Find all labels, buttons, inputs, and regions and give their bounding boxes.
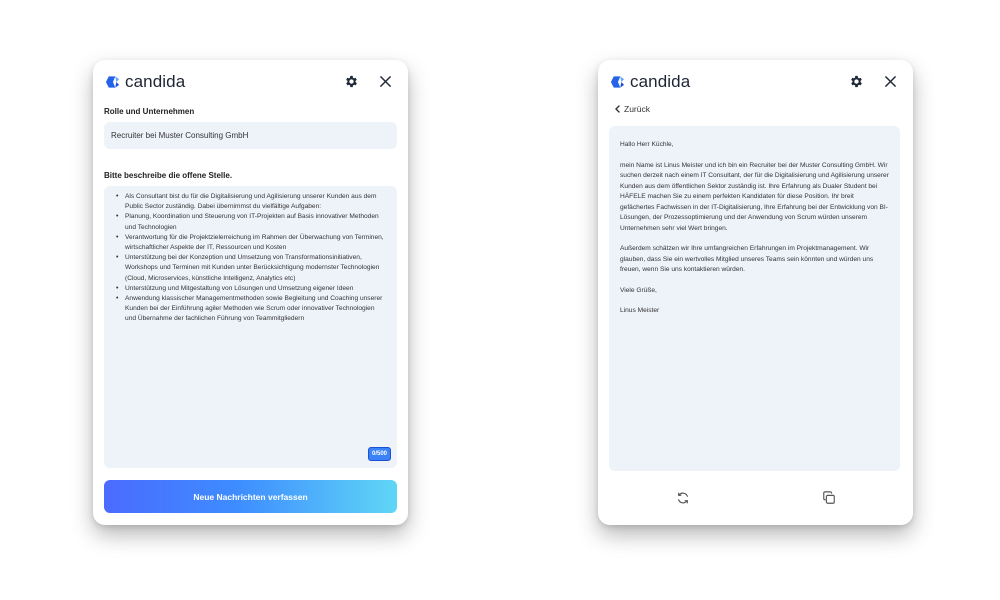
description-label: Bitte beschreibe die offene Stelle. [104, 171, 233, 180]
list-item: • Unterstützung bei der Konzeption und Umsetzung von Transformationsinitiativen, Workshops und Terminen mit Kunden unter Berücksichtigung modernster Technologien (Cloud, Microservices, künstliche Intelligenz, Analytics etc) [116, 253, 387, 284]
role-label: Rolle und Unternehmen [104, 107, 195, 116]
close-icon [884, 75, 897, 88]
close-icon [379, 75, 392, 88]
message-paragraph: Außerdem schätzen wir Ihre umfangreichen Erfahrungen im Projektmanagement. Wir glauben, dass Sie ein wertvolles Mitglied unseres Teams sein könnten und würden uns freuen, wenn Sie uns kontaktieren würden. [620, 245, 874, 273]
message-greeting: Hallo Herr Küchle, [620, 141, 674, 148]
result-panel [598, 60, 913, 525]
brand [105, 72, 185, 92]
refresh-icon [676, 491, 690, 505]
role-field[interactable] [104, 122, 397, 149]
list-item: • Unterstützung und Mitgestaltung von Lösungen und Umsetzung eigener Ideen [116, 284, 387, 294]
compose-panel [93, 60, 408, 525]
close-button[interactable] [376, 72, 394, 90]
compose-button[interactable]: Neue Nachrichten verfassen [104, 480, 397, 513]
gear-icon [344, 74, 359, 89]
list-item: • Verantwortung für die Projektzielerreichung im Rahmen der Überwachung von Terminen, wirtschaftlicher Aspekte der IT, Ressourcen und Kosten [116, 233, 387, 253]
list-item: • Als Consultant bist du für die Digitalisierung und Agilisierung unserer Kunden aus dem Public Sector zuständig. Dabei übernimmst du vielfältige Aufgaben: [116, 192, 387, 212]
brand-name: candida [125, 72, 186, 91]
description-list [116, 192, 387, 325]
settings-button[interactable] [342, 72, 360, 90]
description-textarea[interactable] [104, 186, 397, 468]
message-closing: Viele Grüße, [620, 286, 657, 294]
candida-logo-icon [610, 74, 625, 90]
close-button[interactable] [881, 72, 899, 90]
copy-icon [822, 491, 836, 505]
candida-logo-icon [105, 74, 120, 90]
message-signature: Linus Meister [620, 307, 660, 314]
back-label: Zurück [624, 104, 650, 114]
brand-name: candida [630, 72, 691, 91]
regenerate-button[interactable] [674, 489, 692, 507]
panel-header [598, 60, 913, 104]
chevron-left-icon [614, 105, 620, 113]
list-item: • Planung, Koordination und Steuerung von IT-Projekten auf Basis innovativer Methoden und Technologien [116, 212, 387, 232]
copy-button[interactable] [820, 489, 838, 507]
settings-button[interactable] [847, 72, 865, 90]
brand [610, 72, 690, 92]
message-paragraph: mein Name ist Linus Meister und ich bin ein Recruiter bei der Muster Consulting GmbH. Wir suchen derzeit nach einem IT Consultant, der für die Digitalisierung und Agilisierung unserer Kunden aus dem öffentlichen Sektor zuständig ist. Ihre Erfahrung als Dualer Student bei HÄFELE machen Sie zu einem perfekten Kandidaten für diese Position. Ihr breit gefächertes Fachwissen in der IT-Digitalisierung, Ihre Erfahrung bei der Entwicklung von BI-Lösungen, der Prozessoptimierung und der Anwendung von Scrum würden unserem Unternehmen sehr viel Wert bringen. [620, 161, 889, 232]
back-link[interactable] [614, 104, 650, 114]
character-counter: 0/500 [368, 447, 391, 461]
list-item: • Anwendung klassischer Managementmethoden sowie Begleitung und Coaching unserer Kunden bei der Einführung agiler Methoden wie Scrum oder innovativer Technologien und Übernahme der fachlichen Führung von Teammitgliedern [116, 294, 387, 325]
gear-icon [849, 74, 864, 89]
role-input[interactable] [104, 122, 397, 149]
panel-header [93, 60, 408, 104]
generated-message[interactable] [609, 126, 900, 471]
